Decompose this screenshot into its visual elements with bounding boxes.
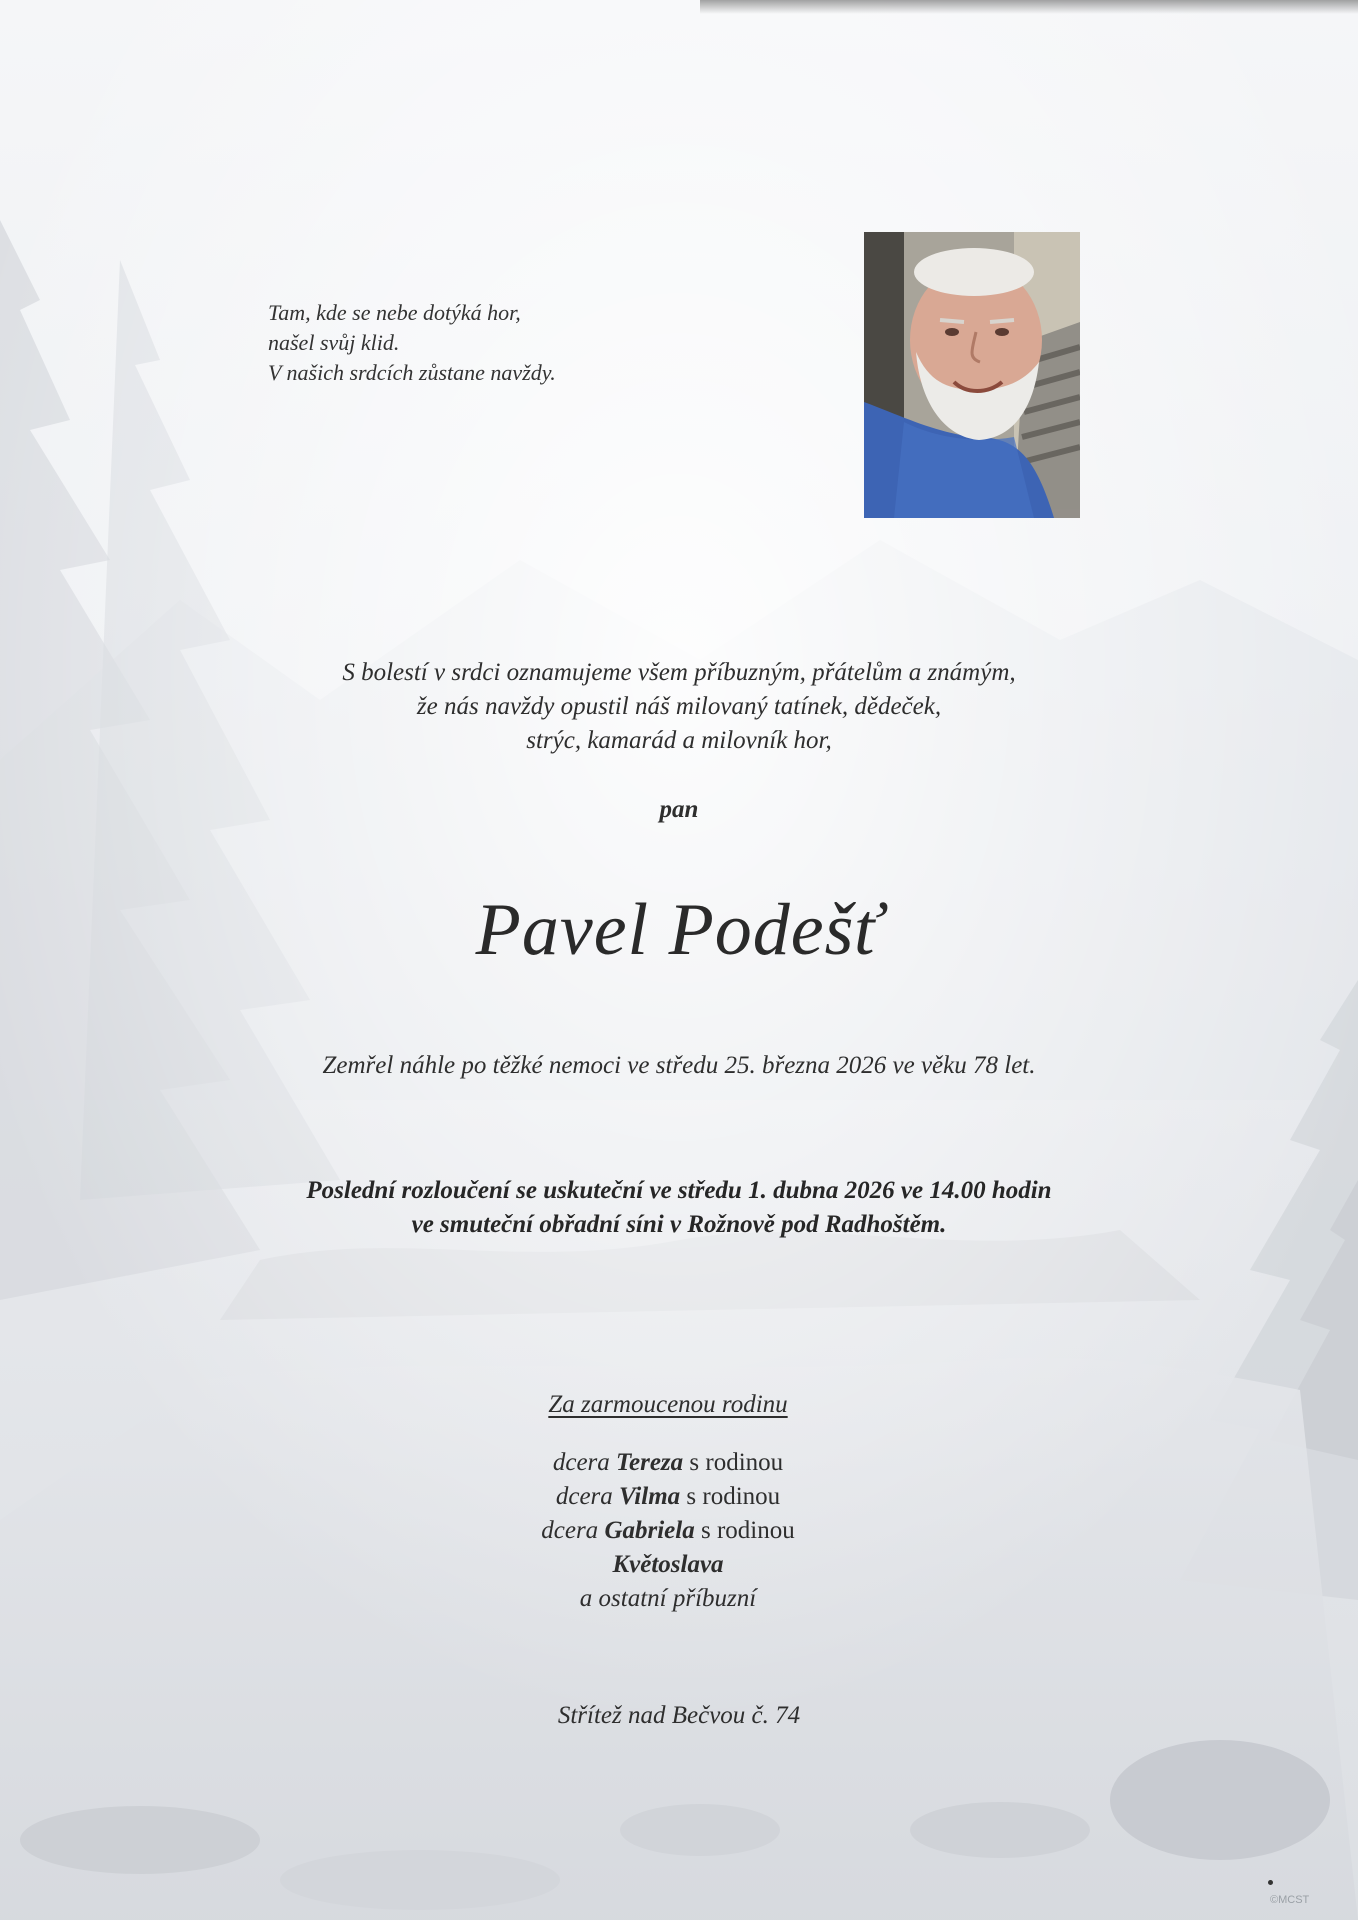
scan-top-edge (700, 0, 1358, 14)
family-member (468, 1480, 868, 1514)
funeral-line: Poslední rozloučení se uskuteční ve středu 1. dubna 2026 ve 14.00 hodin (306, 1177, 1052, 1204)
family-heading: Za zarmoucenou rodinu (548, 1391, 788, 1418)
mourning-family (468, 1388, 868, 1616)
portrait-illustration (864, 232, 1080, 518)
family-member (468, 1548, 868, 1582)
death-notice: Zemřel náhle po těžké nemoci ve středu 25. března 2026 ve věku 78 let. (322, 1052, 1036, 1079)
scan-speck (1268, 1880, 1273, 1885)
relation: dcera (555, 1483, 613, 1510)
announcement-line: strýc, kamarád a milovník hor, (526, 727, 832, 754)
honorific-title: pan (659, 796, 699, 823)
relation-suffix: s rodinou (686, 1483, 781, 1510)
member-name: Tereza (616, 1449, 684, 1476)
family-member (468, 1514, 868, 1548)
family-member (468, 1446, 868, 1480)
deceased-name: Pavel Podešť (475, 889, 883, 971)
family-closing: a ostatní příbuzní (579, 1585, 757, 1612)
motto-line: našel svůj klid. (268, 330, 400, 355)
announcement-line: S bolestí v srdci oznamujeme všem příbuzným, přátelům a známým, (342, 659, 1016, 686)
motto-verse (268, 298, 556, 388)
portrait-photo-icon (864, 232, 1080, 518)
member-name: Vilma (619, 1483, 681, 1510)
publisher-watermark: ©MCST (1270, 1894, 1310, 1906)
family-address: Střítež nad Bečvou č. 74 (557, 1702, 801, 1729)
announcement-text (0, 656, 1358, 758)
relation-suffix: s rodinou (700, 1517, 795, 1544)
member-name: Gabriela (604, 1517, 695, 1544)
announcement-line: že nás navždy opustil náš milovaný tatínek, dědeček, (416, 693, 942, 720)
funeral-line: ve smuteční obřadní síni v Rožnově pod Radhoštěm. (411, 1211, 947, 1238)
motto-line: Tam, kde se nebe dotýká hor, (268, 300, 521, 325)
member-name: Květoslava (612, 1551, 724, 1578)
funeral-details (0, 1174, 1358, 1242)
motto-line: V našich srdcích zůstane navždy. (268, 360, 556, 385)
relation: dcera (541, 1517, 599, 1544)
relation: dcera (552, 1449, 610, 1476)
relation-suffix: s rodinou (689, 1449, 784, 1476)
